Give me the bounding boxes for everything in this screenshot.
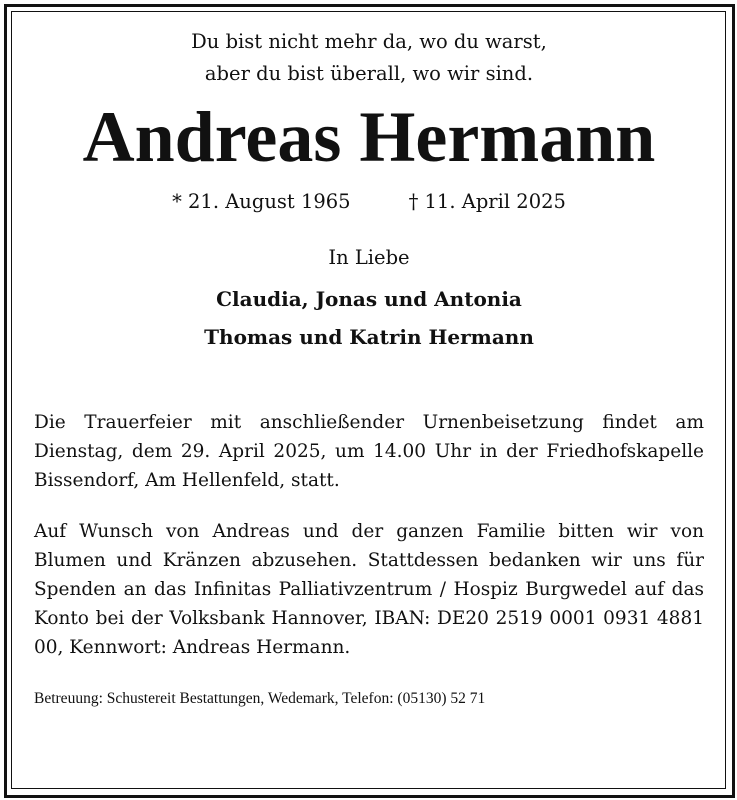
- birth-date: * 21. August 1965: [172, 190, 351, 213]
- in-love-label: In Liebe: [328, 246, 410, 269]
- deceased-name: Andreas Hermann: [82, 97, 656, 177]
- mourner-line: Thomas und Katrin Hermann: [204, 325, 534, 349]
- life-dates: [34, 188, 704, 216]
- mourner-line: Claudia, Jonas und Antonia: [216, 287, 522, 311]
- death-date: † 11. April 2025: [408, 190, 566, 213]
- funeral-service-paragraph: Die Trauerfeier mit anschließender Urnenbeisetzung findet am Dienstag, dem 29. April 2025, um 14.00 Uhr in der Friedhofskapelle Bissendorf, Am Hellenfeld, statt.: [34, 412, 704, 491]
- motto-line-1: Du bist nicht mehr da, wo du warst,: [191, 30, 547, 53]
- mourners-list: [34, 280, 704, 356]
- motto-line-2: aber du bist überall, wo wir sind.: [204, 62, 534, 85]
- undertaker-footer: Betreuung: Schustereit Bestattungen, Wedemark, Telefon: (05130) 52 71: [34, 690, 486, 707]
- obituary-notice: [34, 26, 704, 710]
- motto: [34, 26, 704, 90]
- donation-paragraph: Auf Wunsch von Andreas und der ganzen Familie bitten wir von Blumen und Kränzen abzusehen. Stattdessen bedanken wir uns für Spenden an das Infinitas Palliativzentrum / Hospiz Burgwedel auf das Konto bei der Volksbank Hannover, IBAN: DE20 2519 0001 0931 4881 00, Kennwort: Andreas Hermann.: [34, 521, 704, 658]
